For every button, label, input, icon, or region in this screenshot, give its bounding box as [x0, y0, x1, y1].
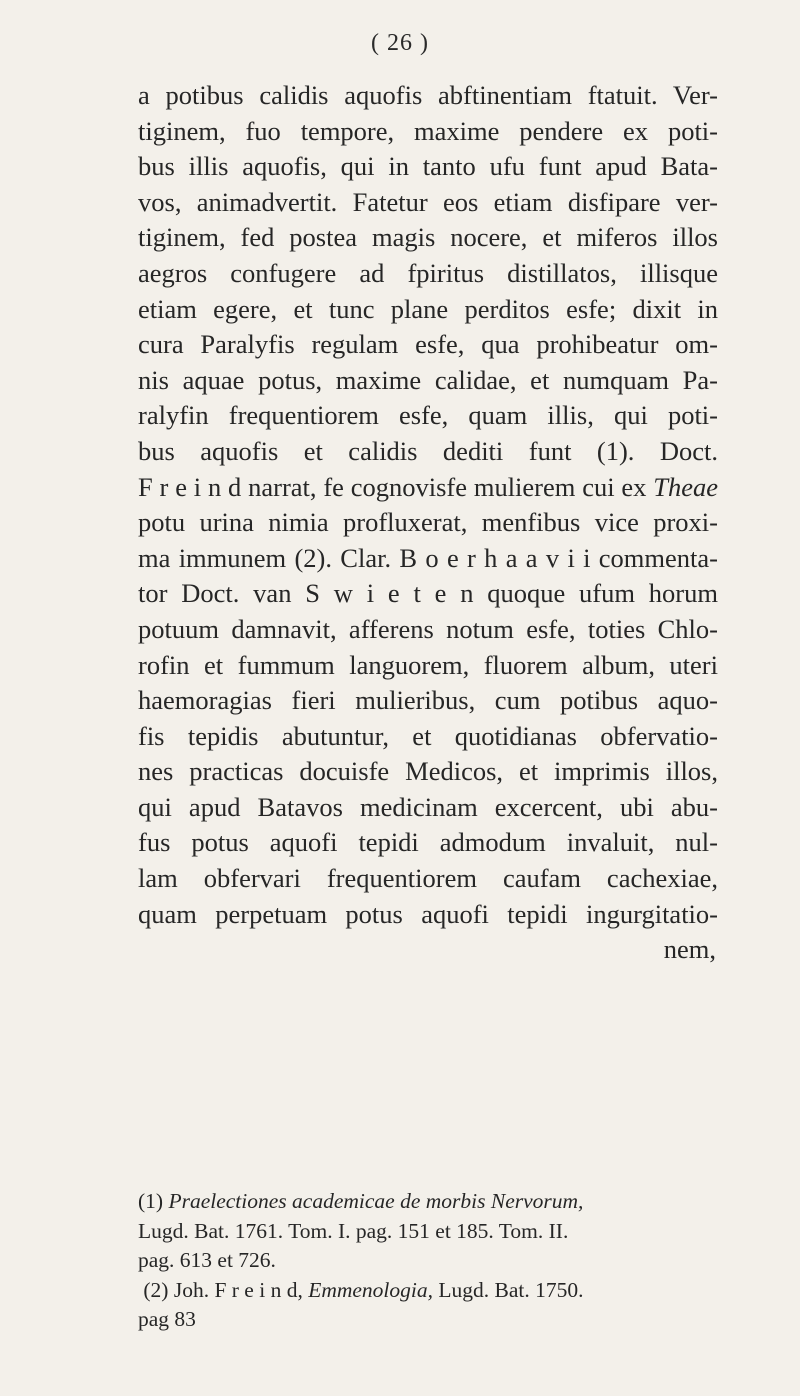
footnotes: [138, 1187, 718, 1335]
footnote-line: pag 83: [138, 1307, 196, 1331]
text-line: vos, animadvertit. Fatetur eos etiam disfipare ver-: [138, 186, 718, 217]
text-line: bus aquofis et calidis dediti funt (1). Doct.: [138, 435, 718, 466]
footnote-marker: (1): [138, 1189, 164, 1213]
text-line: cura Paralyfis regulam esfe, qua prohibeatur om-: [138, 329, 718, 360]
footnote-line: pag. 613 et 726.: [138, 1248, 276, 1272]
text-line: nis aquae potus, maxime calidae, et numquam Pa-: [138, 364, 718, 395]
page-number: ( 26 ): [371, 30, 429, 56]
text-line: potuum damnavit, afferens notum esfe, toties Chlo-: [138, 613, 718, 644]
footnote-title: Emmenologia,: [308, 1277, 434, 1302]
text-line: ralyfin frequentiorem esfe, quam illis, qui poti-: [138, 400, 718, 431]
text-line: rofin et fummum languorem, fluorem album, uteri: [138, 649, 718, 680]
body-text: [138, 78, 718, 968]
footnote-title: Praelectiones academicae de morbis Nervorum,: [168, 1189, 584, 1213]
text-line: F r e i n d narrat, fe cognovisfe mulierem cui ex Theae: [138, 471, 718, 502]
text-line: nes practicas docuisfe Medicos, et imprimis illos,: [138, 756, 718, 787]
text-line: bus illis aquofis, qui in tanto ufu funt apud Bata-: [138, 151, 718, 182]
text-line: lam obfervari frequentiorem caufam cachexiae,: [138, 863, 718, 894]
text-line: aegros confugere ad fpiritus distillatos, illisque: [138, 257, 718, 288]
text-line: etiam egere, et tunc plane perditos esfe; dixit in: [138, 293, 718, 324]
footnote-author: Joh. F r e i n d,: [173, 1277, 303, 1302]
text-line: tor Doct. van S w i e t e n quoque ufum horum: [138, 578, 718, 609]
text-line: quam perpetuam potus aquofi tepidi ingurgitatio-: [138, 898, 718, 929]
text-line: ma immunem (2). Clar. B o e r h a a v i i commenta-: [138, 542, 718, 573]
footnote-publication: Lugd. Bat. 1750.: [438, 1277, 584, 1302]
footnote-line: Lugd. Bat. 1761. Tom. I. pag. 151 et 185. Tom. II.: [138, 1218, 569, 1243]
text-line: qui apud Batavos medicinam excercent, ubi abu-: [138, 791, 718, 822]
footnote-marker: (2): [143, 1277, 169, 1302]
text-line: tiginem, fed postea magis nocere, et miferos illos: [138, 222, 718, 253]
text-line-catchword: nem,: [663, 934, 716, 965]
text-line: haemoragias fieri mulieribus, cum potibus aquo-: [138, 685, 718, 716]
text-line: a potibus calidis aquofis abftinentiam ftatuit. Ver-: [138, 80, 718, 110]
text-line: potu urina nimia profluxerat, menfibus vice proxi-: [138, 507, 718, 538]
italic-word: Theae: [653, 471, 718, 502]
footnote-1: [138, 1187, 718, 1217]
text-line: fis tepidis abutuntur, et quotidianas obfervatio-: [138, 720, 718, 751]
text-line: tiginem, fuo tempore, maxime pendere ex poti-: [138, 115, 718, 146]
text-line: fus potus aquofi tepidi admodum invaluit, nul-: [138, 827, 718, 858]
footnote-2: [138, 1276, 718, 1306]
